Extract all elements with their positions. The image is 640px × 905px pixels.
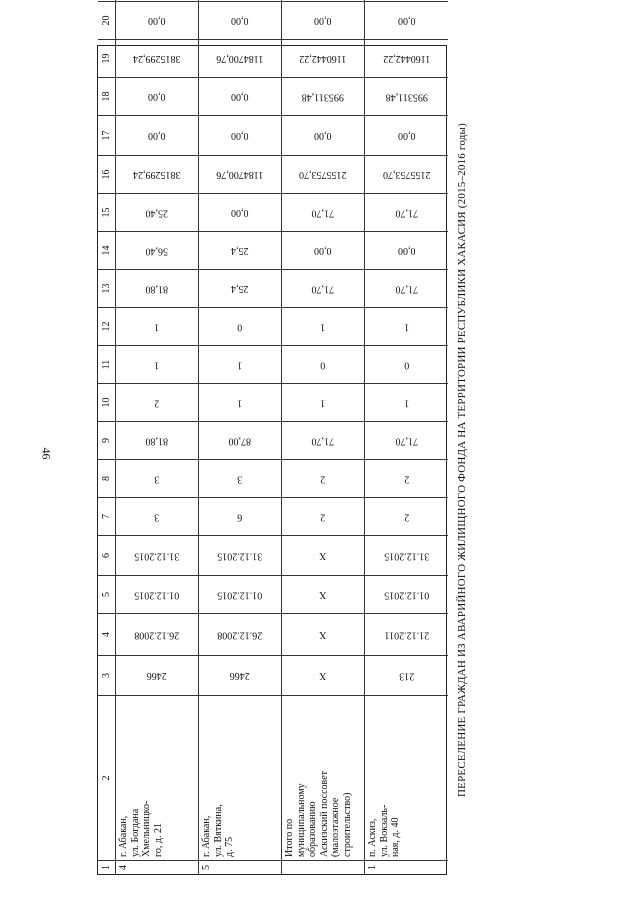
- table-cell: [116, 39, 199, 77]
- table-cell: [282, 655, 365, 695]
- cell-value: 25,40: [145, 207, 169, 219]
- cell-value: 0,00: [148, 15, 166, 27]
- cell-value: 31.12.2015: [217, 550, 263, 562]
- table-cell: [365, 459, 448, 497]
- column-number-header: 12: [98, 307, 116, 345]
- cell-value: 0,00: [397, 245, 416, 257]
- column-number-header: 16: [98, 155, 116, 193]
- column-number-header: 6: [98, 535, 116, 575]
- table-title: ПЕРЕСЕЛЕНИЕ ГРАЖДАН ИЗ АВАРИЙНОГО ЖИЛИЩНОГО ФОНДА НА ТЕРРИТОРИИ РЕСПУБЛИКИ ХАКАСИЯ (2015–2016 годы): [456, 123, 468, 797]
- cell-value: 1: [404, 321, 409, 333]
- row-index: [282, 860, 365, 874]
- table-cell: [365, 345, 448, 383]
- cell-value: X: [319, 670, 327, 682]
- cell-value: 1: [154, 359, 160, 371]
- cell-value: 0,00: [148, 91, 166, 103]
- page-number: 46: [39, 447, 54, 460]
- cell-value: 0,00: [314, 15, 332, 27]
- table-cell: [365, 1, 448, 39]
- table-cell: [365, 383, 448, 421]
- cell-value: 31.12.2015: [134, 550, 180, 562]
- cell-value: 213: [399, 670, 414, 682]
- cell-value: 0: [320, 359, 326, 371]
- table-cell: [282, 269, 365, 307]
- rotated-table-block: [97, 15, 477, 875]
- cell-value: 56,40: [145, 245, 169, 257]
- table-cell: [365, 0, 448, 1]
- column-number-header: 18: [98, 77, 116, 115]
- table-cell: [282, 231, 365, 269]
- cell-value: 2: [320, 511, 326, 523]
- cell-value: 0,00: [397, 130, 416, 142]
- table-cell: [365, 575, 448, 613]
- table-cell: [282, 1, 365, 39]
- table-cell: [116, 193, 199, 231]
- table-cell: [282, 307, 365, 345]
- table-cell: [116, 0, 199, 1]
- column-number-header: 9: [98, 421, 116, 459]
- cell-value: 0: [237, 321, 243, 333]
- cell-value: 0,00: [231, 130, 249, 142]
- cell-value: 2155753,70: [382, 169, 431, 181]
- column-number-header: 13: [98, 269, 116, 307]
- column-number-header: 15: [98, 193, 116, 231]
- cell-value: X: [319, 589, 327, 601]
- column-number-header: 7: [98, 497, 116, 535]
- row-index: 1: [365, 860, 448, 874]
- table-cell: [199, 459, 282, 497]
- cell-value: 71,70: [311, 207, 335, 219]
- cell-value: 0,00: [231, 15, 249, 27]
- cell-value: 01.12.2015: [134, 589, 180, 601]
- cell-value: 01.12.2015: [384, 589, 429, 601]
- cell-value: 2: [320, 473, 326, 485]
- cell-value: 01.12.2015: [217, 589, 263, 601]
- table-cell: [365, 655, 448, 695]
- cell-value: 26.12.2008: [134, 629, 180, 641]
- table-cell: [116, 459, 199, 497]
- cell-value: 2: [154, 397, 160, 409]
- table-cell: [199, 77, 282, 115]
- cell-value: 71,70: [311, 283, 335, 295]
- cell-value: 3: [237, 473, 243, 485]
- table-cell: [282, 0, 365, 1]
- address-cell: п. Аскиз, ул. Вокзаль- ная, д. 40: [365, 695, 448, 860]
- column-number-header: 1: [98, 860, 116, 874]
- cell-value: 0: [404, 359, 409, 371]
- table-cell: [365, 497, 448, 535]
- table-cell: [116, 345, 199, 383]
- table-cell: [116, 307, 199, 345]
- cell-value: 21.12.2011: [384, 629, 429, 641]
- cell-value: 87,00: [228, 435, 252, 447]
- table-cell: [199, 497, 282, 535]
- column-number-header: 19: [98, 39, 116, 77]
- table-cell: [365, 231, 448, 269]
- column-number-header: 4: [98, 613, 116, 655]
- table-cell: [365, 115, 448, 155]
- table-cell: [365, 269, 448, 307]
- table-cell: [116, 231, 199, 269]
- cell-value: 71,70: [395, 283, 418, 295]
- table-cell: [199, 535, 282, 575]
- cell-value: 0,00: [148, 130, 166, 142]
- table-cell: [116, 613, 199, 655]
- cell-value: 995311,48: [385, 91, 428, 103]
- table-cell: [365, 613, 448, 655]
- table-cell: [199, 655, 282, 695]
- row-index: 5: [199, 860, 282, 874]
- address-cell: г. Абакан, ул. Богдана Хмельницко- го, д. 21: [116, 695, 199, 860]
- table-cell: [282, 421, 365, 459]
- table-cell: [199, 0, 282, 1]
- cell-value: 26.12.2008: [217, 629, 263, 641]
- table-cell: [199, 345, 282, 383]
- table-cell: [199, 1, 282, 39]
- cell-value: 71,70: [395, 435, 418, 447]
- table-cell: [365, 535, 448, 575]
- cell-value: 25,4: [231, 283, 249, 295]
- column-number-header: 17: [98, 115, 116, 155]
- cell-value: 0,00: [314, 245, 332, 257]
- table-cell: [199, 231, 282, 269]
- column-number-header: 14: [98, 231, 116, 269]
- cell-value: 1184700,76: [216, 53, 264, 65]
- cell-value: 1: [404, 397, 409, 409]
- column-number-header: 3: [98, 655, 116, 695]
- cell-value: 31.12.2015: [384, 550, 429, 562]
- table-cell: [199, 39, 282, 77]
- table-cell: [116, 77, 199, 115]
- table-cell: [116, 655, 199, 695]
- table-cell: [282, 575, 365, 613]
- cell-value: 1: [154, 321, 160, 333]
- table-cell: [116, 421, 199, 459]
- column-number-header: 10: [98, 383, 116, 421]
- table-cell: [199, 307, 282, 345]
- cell-value: 0,00: [314, 130, 332, 142]
- table-cell: [116, 1, 199, 39]
- table-cell: [282, 497, 365, 535]
- table-cell: [282, 77, 365, 115]
- table-cell: [365, 77, 448, 115]
- table-cell: [199, 575, 282, 613]
- table-cell: [282, 345, 365, 383]
- table-cell: [116, 535, 199, 575]
- cell-value: 71,70: [311, 435, 335, 447]
- cell-value: 1: [320, 321, 326, 333]
- cell-value: 1: [237, 397, 243, 409]
- cell-value: 3: [154, 511, 160, 523]
- address-cell: г. Абакан, ул. Вяткина, д. 75: [199, 695, 282, 860]
- cell-value: 2155753,70: [299, 169, 347, 181]
- cell-value: 81,80: [145, 283, 169, 295]
- cell-value: 3815299,24: [133, 53, 181, 65]
- cell-value: 2466: [230, 670, 250, 682]
- cell-value: 1160442,22: [299, 53, 347, 65]
- column-number-header: 2: [98, 695, 116, 860]
- table-cell: [199, 155, 282, 193]
- cell-value: 25,4: [231, 245, 249, 257]
- table-cell: [365, 307, 448, 345]
- table-cell: [282, 193, 365, 231]
- cell-value: 1: [237, 359, 243, 371]
- table-cell: [282, 39, 365, 77]
- table-cell: [365, 193, 448, 231]
- table-cell: [116, 115, 199, 155]
- cell-value: 71,70: [395, 207, 418, 219]
- table-cell: [199, 613, 282, 655]
- column-number-header: 8: [98, 459, 116, 497]
- table-cell: [282, 115, 365, 155]
- table-cell: [282, 613, 365, 655]
- table-cell: [116, 383, 199, 421]
- row-index: 4: [116, 860, 199, 874]
- cell-value: 995311,48: [301, 91, 345, 103]
- table-cell: [365, 421, 448, 459]
- cell-value: 2: [404, 511, 409, 523]
- cell-value: X: [319, 629, 327, 641]
- table-cell: [282, 155, 365, 193]
- cell-value: 3: [154, 473, 160, 485]
- column-number-header: 20: [98, 1, 116, 39]
- table-cell: [282, 383, 365, 421]
- table-cell: [199, 269, 282, 307]
- cell-value: 1: [320, 397, 326, 409]
- cell-value: 2466: [147, 670, 167, 682]
- cell-value: 0,00: [231, 91, 249, 103]
- address-cell: Итого по муниципальному образованию Аскизский поссовет (малоэтажное строительство): [282, 695, 365, 860]
- cell-value: 1184700,76: [216, 169, 264, 181]
- table-cell: [282, 535, 365, 575]
- table-cell: [282, 459, 365, 497]
- cell-value: 0,00: [397, 15, 416, 27]
- cell-value: 0,00: [231, 207, 249, 219]
- cell-value: 6: [237, 511, 243, 523]
- column-number-header: 5: [98, 575, 116, 613]
- table-cell: [199, 383, 282, 421]
- table-cell: [116, 497, 199, 535]
- table-cell: [365, 39, 448, 77]
- cell-value: 3815299,24: [133, 169, 181, 181]
- column-number-header: [98, 0, 116, 1]
- cell-value: 1160442,22: [382, 53, 431, 65]
- table-cell: [199, 421, 282, 459]
- table-cell: [116, 575, 199, 613]
- cell-value: 2: [404, 473, 409, 485]
- table-cell: [199, 193, 282, 231]
- table-cell: [116, 269, 199, 307]
- table-cell: [199, 115, 282, 155]
- column-number-header: 11: [98, 345, 116, 383]
- cell-value: X: [319, 550, 327, 562]
- cell-value: 81,80: [145, 435, 169, 447]
- table-cell: [365, 155, 448, 193]
- table-cell: [116, 155, 199, 193]
- resettlement-table: [97, 15, 447, 875]
